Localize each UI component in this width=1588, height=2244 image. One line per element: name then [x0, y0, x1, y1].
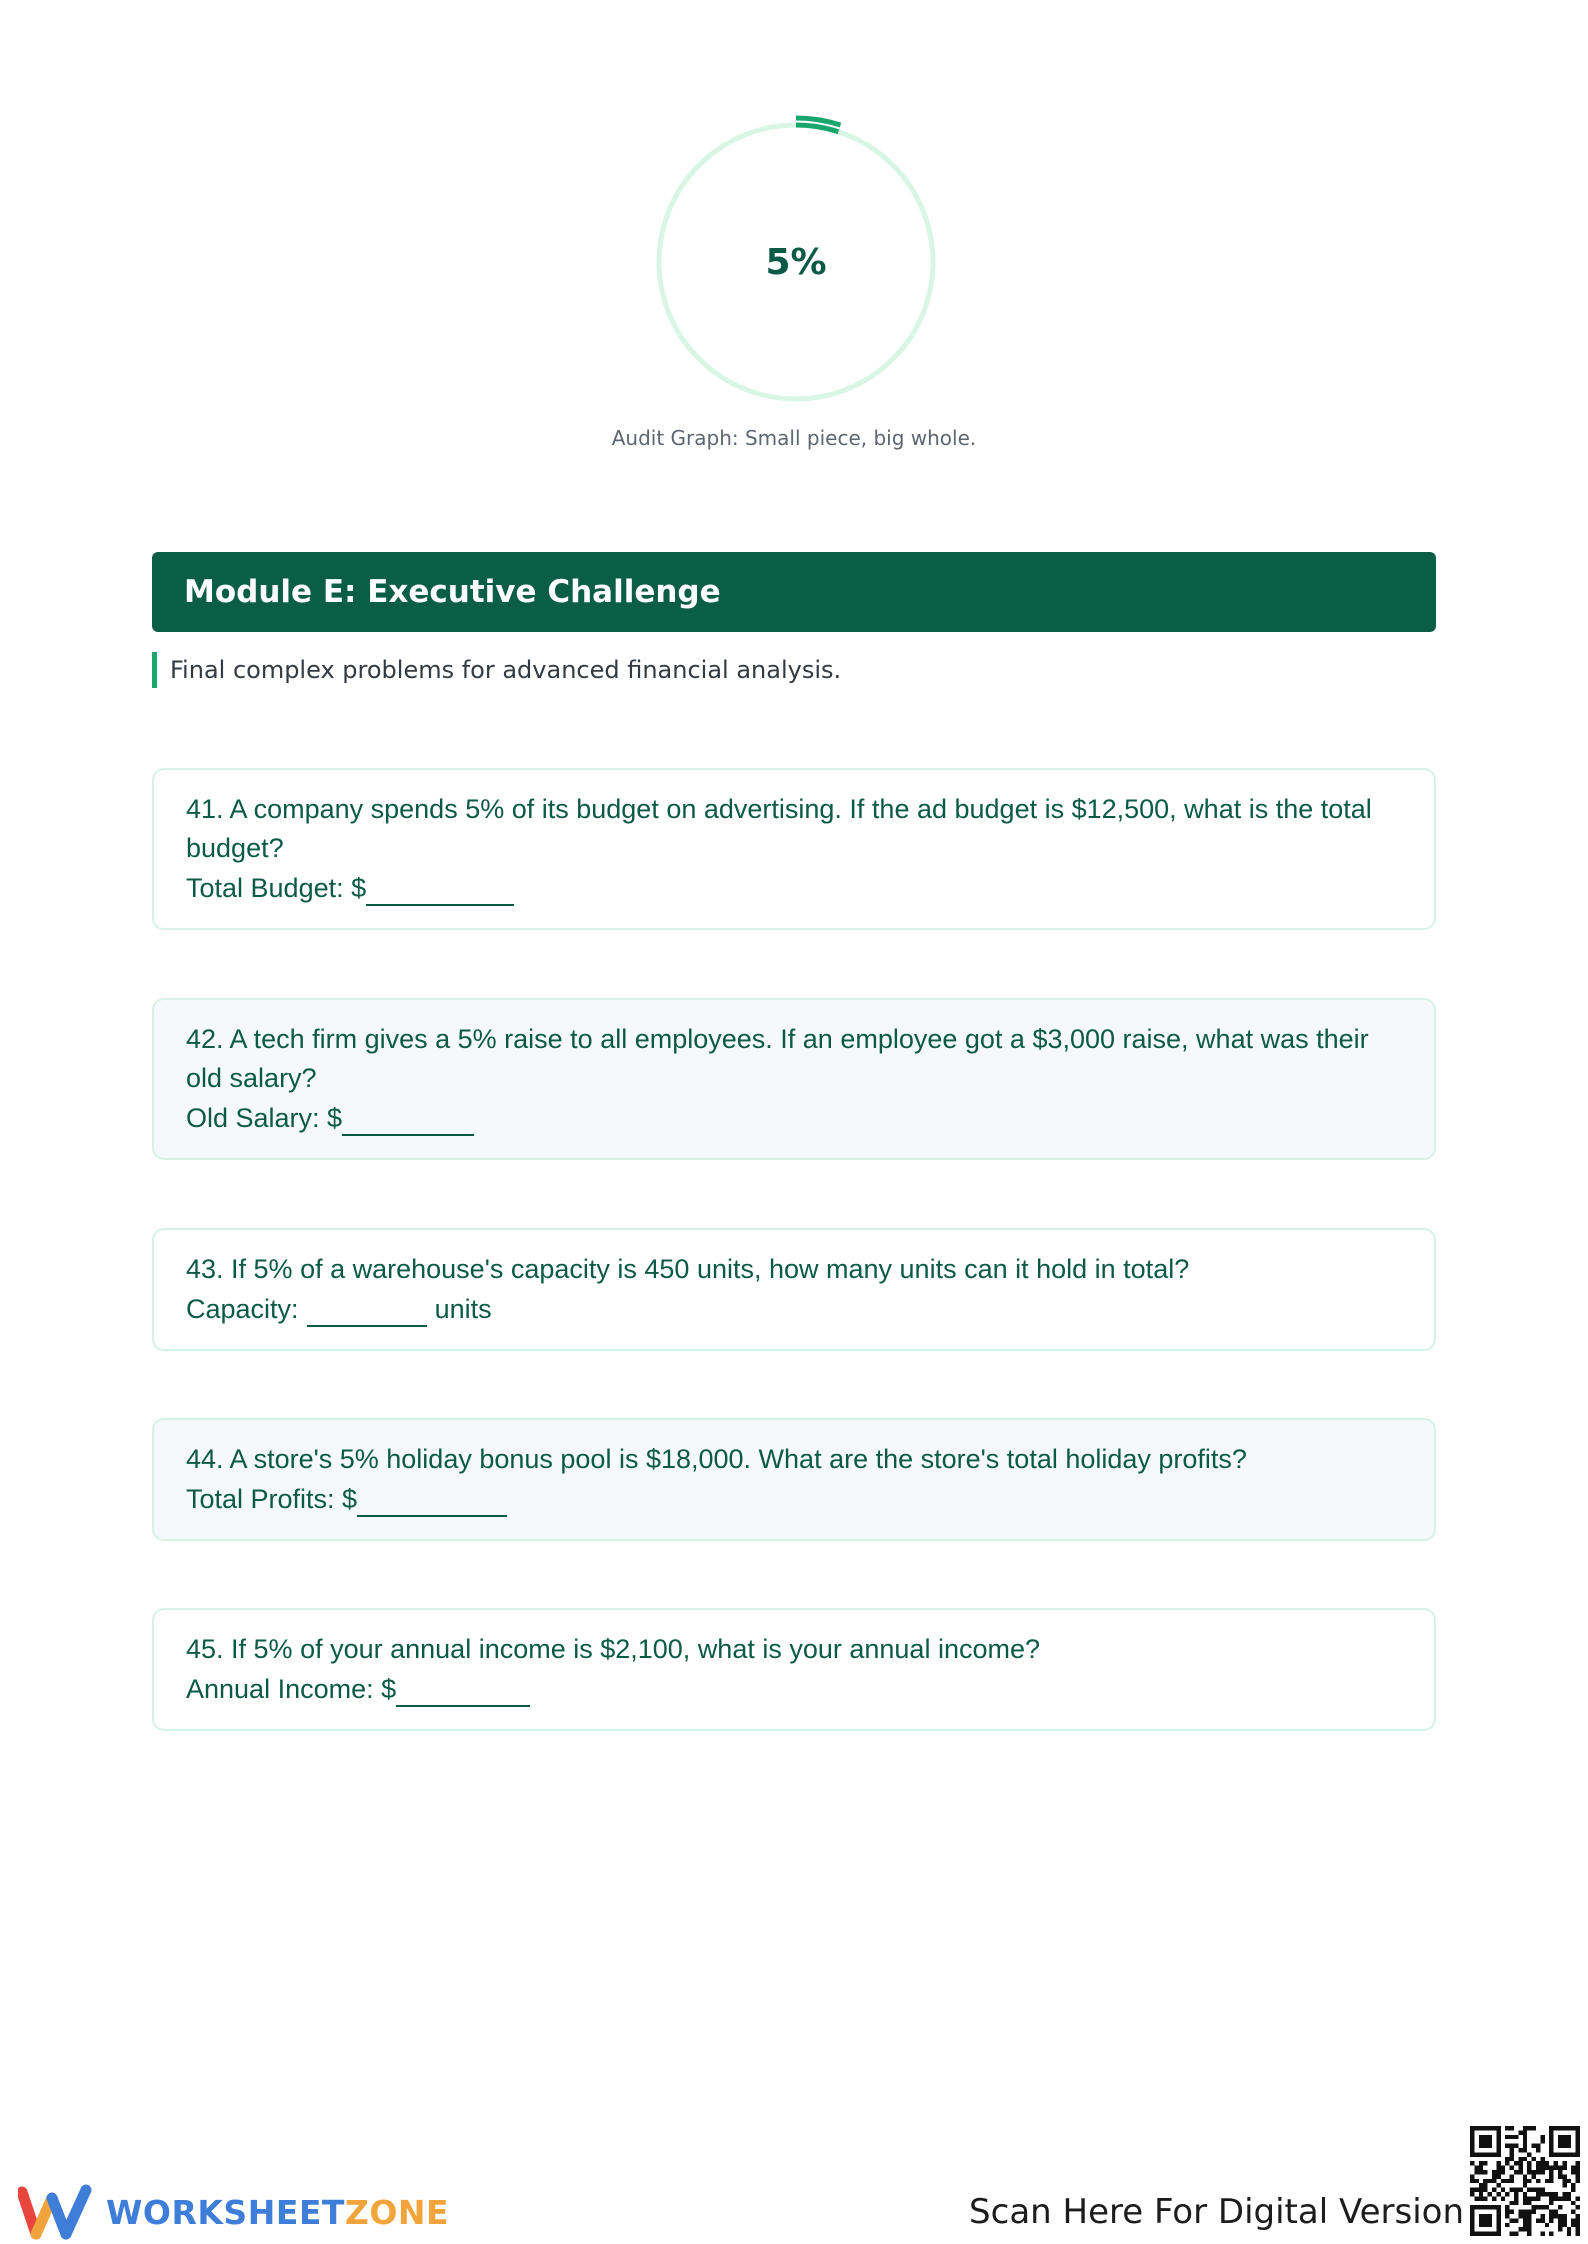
question-card — [152, 998, 1436, 1160]
answer-label: Total Budget: $ — [186, 873, 367, 903]
progress-donut — [646, 112, 946, 412]
logo-w-icon — [18, 2184, 92, 2240]
question-card — [152, 768, 1436, 930]
worksheetzone-logo[interactable] — [18, 2184, 449, 2240]
module-header — [152, 552, 1436, 632]
question-text: 43. If 5% of a warehouse's capacity is 450 units, how many units can it hold in total? — [186, 1254, 1190, 1284]
module-title: Module E: Executive Challenge — [184, 574, 721, 610]
qr-code-icon[interactable] — [1470, 2126, 1580, 2236]
question-text: 44. A store's 5% holiday bonus pool is $18,000. What are the store's total holiday profits? — [186, 1444, 1247, 1474]
question-card — [152, 1608, 1436, 1731]
question-text: 41. A company spends 5% of its budget on advertising. If the ad budget is $12,500, what is the total budget? — [186, 794, 1372, 863]
answer-blank[interactable] — [342, 1098, 474, 1136]
question-text: 45. If 5% of your annual income is $2,100, what is your annual income? — [186, 1634, 1041, 1664]
logo-text-part1: WORKSHEET — [106, 2192, 345, 2232]
answer-label: Annual Income: $ — [186, 1674, 397, 1704]
scan-instruction: Scan Here For Digital Version — [969, 2192, 1464, 2232]
answer-line — [186, 1479, 1402, 1519]
answer-label: Old Salary: $ — [186, 1103, 343, 1133]
donut-percent-label: 5% — [765, 241, 827, 283]
answer-label: Total Profits: $ — [186, 1484, 358, 1514]
answer-blank[interactable] — [357, 1479, 507, 1517]
answer-blank[interactable] — [307, 1289, 427, 1327]
graph-caption: Audit Graph: Small piece, big whole. — [611, 426, 977, 450]
answer-blank[interactable] — [396, 1669, 530, 1707]
answer-line — [186, 1098, 1402, 1138]
answer-blank[interactable] — [366, 868, 514, 906]
answer-line — [186, 1669, 1402, 1709]
logo-text-part2: ZONE — [344, 2192, 450, 2232]
logo-text — [106, 2193, 449, 2232]
question-card — [152, 1418, 1436, 1541]
answer-label: Capacity: — [186, 1294, 299, 1324]
module-subtitle: Final complex problems for advanced financial analysis. — [152, 652, 841, 688]
answer-unit: units — [434, 1294, 492, 1324]
answer-line — [186, 868, 1402, 908]
answer-line — [186, 1289, 1402, 1329]
question-text: 42. A tech firm gives a 5% raise to all employees. If an employee got a $3,000 raise, what was their old salary? — [186, 1024, 1369, 1093]
question-card — [152, 1228, 1436, 1351]
